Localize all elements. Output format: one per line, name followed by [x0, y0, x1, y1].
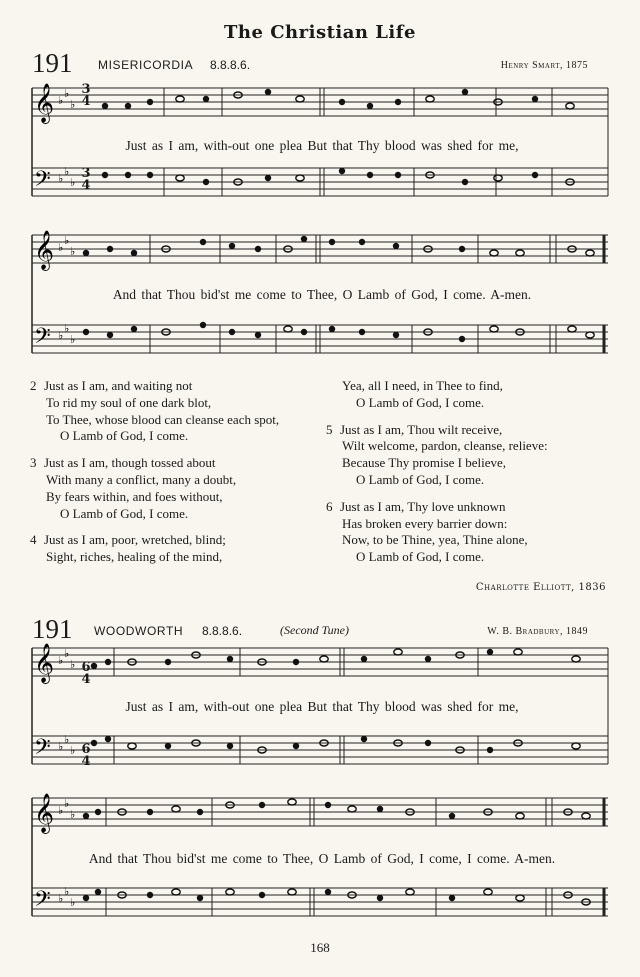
stanza-line — [30, 378, 330, 395]
stanza — [326, 422, 626, 489]
svg-text:♭: ♭ — [70, 658, 76, 671]
svg-text:♭: ♭ — [64, 885, 70, 898]
stanza-line: Has broken every barrier down: — [342, 515, 508, 531]
svg-text:♭: ♭ — [64, 797, 70, 810]
svg-text:𝄞: 𝄞 — [34, 230, 55, 270]
stanza-line: Sight, riches, healing of the mind, — [46, 549, 223, 565]
svg-text:♭: ♭ — [70, 98, 76, 111]
section-title: The Christian Life — [224, 22, 416, 43]
svg-text:♭: ♭ — [70, 245, 76, 258]
stanza-line: By fears within, and foes without, — [46, 488, 223, 504]
svg-text:♭: ♭ — [64, 87, 70, 100]
svg-text:𝄢: 𝄢 — [34, 167, 51, 197]
svg-text:𝄢: 𝄢 — [34, 324, 51, 354]
composer: Henry Smart, 1875 — [500, 60, 588, 71]
svg-text:♭: ♭ — [64, 165, 70, 178]
stanza-number: 5 — [326, 421, 333, 437]
svg-text:♭: ♭ — [58, 94, 64, 107]
svg-text:𝄢: 𝄢 — [34, 887, 51, 917]
hymn-1-header — [0, 48, 640, 78]
meter: 8.8.8.6. — [202, 624, 243, 638]
time-signature-treble: 6 4 — [81, 660, 91, 687]
tune-name: WOODWORTH — [94, 624, 184, 638]
stanzas-left-column — [30, 378, 330, 576]
lyric-author: Charlotte Elliott, 1836 — [475, 582, 606, 593]
second-tune-label: (Second Tune) — [280, 623, 349, 637]
svg-text:♭: ♭ — [58, 654, 64, 667]
svg-text:♭: ♭ — [58, 172, 64, 185]
stanza-line-text: Just as I am, though tossed about — [44, 455, 216, 471]
stanza-line-text: Just as I am, and waiting not — [44, 378, 193, 393]
stanza-line — [30, 455, 330, 472]
svg-text:𝄢: 𝄢 — [34, 735, 51, 765]
hymn-number: 191 — [32, 614, 73, 644]
svg-text:𝄞: 𝄞 — [34, 83, 55, 123]
tune-name: MISERICORDIA — [98, 58, 194, 72]
stanza — [326, 499, 626, 566]
svg-text:♭: ♭ — [70, 744, 76, 757]
stanza-line: To Thee, whose blood can cleanse each spot, — [46, 411, 280, 427]
stanza-line: Wilt welcome, pardon, cleanse, relieve: — [342, 438, 548, 454]
svg-text:♭: ♭ — [64, 733, 70, 746]
svg-text:♭: ♭ — [58, 804, 64, 817]
stanza-line: O Lamb of God, I come. — [356, 471, 485, 487]
time-signature-bass: 6 4 — [81, 742, 91, 769]
time-signature-bass: 3 4 — [81, 166, 91, 193]
stanza-line: Yea, all I need, in Thee to find, — [342, 378, 503, 393]
svg-text:♭: ♭ — [70, 333, 76, 346]
hymn-1-lyric-line-2: And that Thou bid'st me come to Thee, O Lamb of God, I come. A-men. — [112, 287, 532, 302]
stanza — [30, 455, 330, 522]
hymn-2-lyric-line-1: Just as I am, with-out one plea But that Thy blood was shed for me, — [125, 699, 519, 714]
stanzas-right-column — [326, 378, 626, 576]
page-number: 168 — [310, 940, 330, 955]
stanza-line: With many a conflict, many a doubt, — [46, 471, 237, 487]
stanza-line — [30, 532, 330, 549]
stanza-line: To rid my soul of one dark blot, — [46, 394, 212, 410]
stanza-number: 4 — [30, 532, 37, 548]
hymn-1-lyric-line-1: Just as I am, with-out one plea But that Thy blood was shed for me, — [125, 138, 519, 153]
stanza-line — [326, 499, 626, 516]
hymn-2-lyric-line-2: And that Thou bid'st me come to Thee, O Lamb of God, I come, I come. A-men. — [88, 851, 556, 866]
svg-text:♭: ♭ — [64, 647, 70, 660]
stanza-number: 3 — [30, 455, 37, 471]
svg-text:♭: ♭ — [58, 329, 64, 342]
stanza-line: O Lamb of God, I come. — [60, 428, 189, 444]
composer: W. B. Bradbury, 1849 — [487, 626, 588, 637]
stanza — [30, 378, 330, 445]
stanza-line — [326, 422, 626, 439]
svg-text:♭: ♭ — [70, 896, 76, 909]
svg-text:♭: ♭ — [70, 808, 76, 821]
stanza — [30, 532, 330, 566]
stanza-line-text: Just as I am, poor, wretched, blind; — [44, 532, 226, 548]
svg-text:♭: ♭ — [64, 234, 70, 247]
svg-text:♭: ♭ — [70, 176, 76, 189]
svg-text:♭: ♭ — [58, 740, 64, 753]
time-signature-treble: 3 4 — [81, 82, 91, 109]
stanza-number: 6 — [326, 498, 333, 514]
svg-text:♭: ♭ — [58, 892, 64, 905]
stanza — [326, 378, 626, 412]
stanza-line: O Lamb of God, I come. — [356, 549, 485, 565]
stanza-line-text: Just as I am, Thou wilt receive, — [340, 421, 503, 437]
svg-text:𝄞: 𝄞 — [34, 643, 55, 683]
svg-text:♭: ♭ — [64, 322, 70, 335]
stanza-line: O Lamb of God, I come. — [356, 394, 485, 410]
stanza-line: Because Thy promise I believe, — [342, 455, 507, 471]
stanza-line: Now, to be Thine, yea, Thine alone, — [342, 532, 528, 548]
stanza-line: O Lamb of God, I come. — [60, 505, 189, 521]
stanza-number: 2 — [30, 378, 37, 393]
hymn-number: 191 — [32, 48, 73, 78]
svg-text:𝄞: 𝄞 — [34, 793, 55, 833]
meter: 8.8.8.6. — [210, 58, 251, 72]
stanza-line-text: Just as I am, Thy love unknown — [340, 498, 506, 514]
svg-text:♭: ♭ — [58, 241, 64, 254]
